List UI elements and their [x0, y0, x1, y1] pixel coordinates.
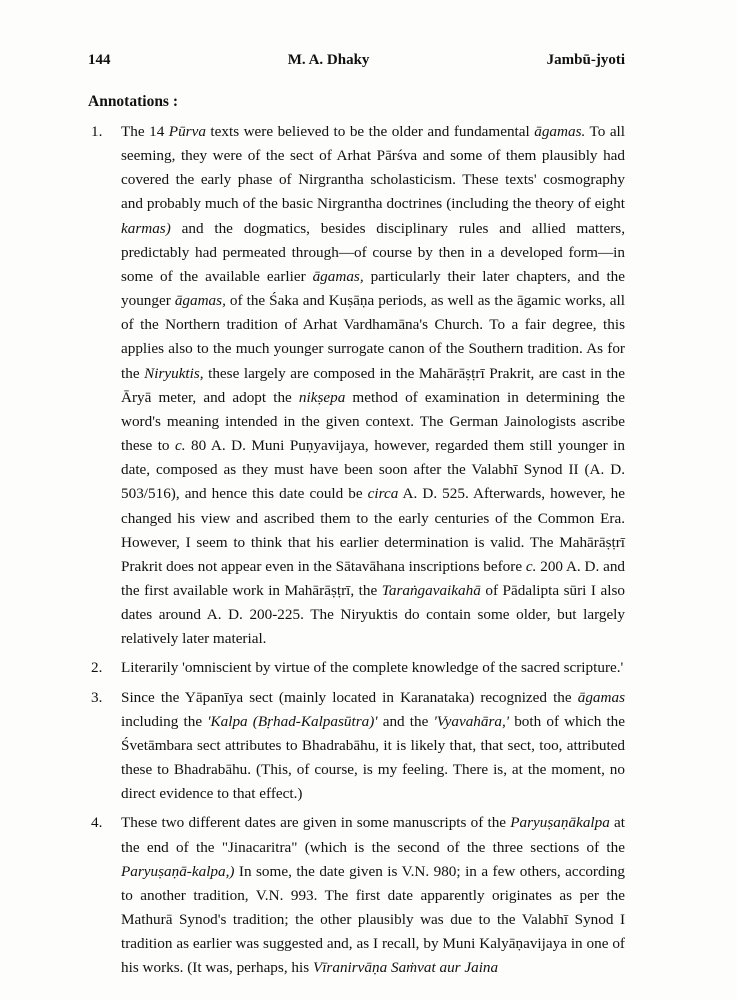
annotation-number: 4.	[91, 814, 103, 832]
text-run: and the dogmatics, besides disciplinary rules and allied matters, predictably had permeated through—of course by then in a developed form—in some of the available earlier	[121, 219, 625, 285]
italic-term: Paryuṣaṇākalpa	[510, 814, 610, 832]
text-run: particularly their later chapters, and the younger	[121, 267, 625, 310]
text-run: 200 A. D. and the first available work in Mahārāṣṭrī, the	[121, 557, 626, 599]
italic-term: 'Vyavahāra,'	[433, 712, 510, 730]
annotation-item	[88, 811, 625, 980]
annotation-number: 2.	[91, 659, 103, 677]
text-run: these largely are composed in the Mahārāṣṭrī Prakrit, are cast in the Āryā meter, and adopt the	[121, 364, 625, 406]
annotation-number: 1.	[91, 123, 103, 140]
italic-term: Taraṅgavaikahā	[381, 581, 481, 599]
italic-term: nikṣepa	[298, 388, 346, 406]
section-title: Annotations :	[88, 93, 179, 110]
text-run: including the	[121, 712, 208, 730]
text-run: Literarily 'omniscient by virtue of the complete knowledge of the sacred scripture.'	[121, 659, 624, 677]
text-run: of Pādalipta sūri I also dates around A. D. 200-225. The Niryuktis do contain some older, but largely relatively later material.	[121, 581, 625, 648]
italic-term: āgamas	[577, 688, 625, 706]
text-run: 80 A. D. Muni Puṇyavijaya, however, regarded them still younger in date, composed as they must have been soon after the Valabhī Synod II (A. D. 503/516), and hence this date could be	[121, 437, 625, 503]
italic-term: 'Kalpa (Bṛhad-Kalpasūtra)'	[207, 712, 378, 730]
running-title: Jambū-jyoti	[546, 52, 625, 68]
italic-term: āgamas.	[534, 123, 586, 140]
italic-term: Paryuṣaṇā-kalpa,)	[121, 862, 235, 880]
italic-term: Niryuktis,	[144, 364, 204, 382]
italic-term: circa	[367, 485, 399, 503]
annotation-number: 3.	[91, 688, 103, 706]
italic-term: Pūrva	[168, 123, 206, 140]
italic-term: c.	[525, 557, 537, 575]
text-run: To all seeming, they were of the sect of Arhat Pārśva and some of them plausibly had covered the early phase of Nirgrantha scholasticism. These texts' cosmography and probably much of the basic Nirgrantha doctrines (including the theory of eight	[121, 123, 625, 213]
text-run: A. D. 525. Afterwards, however, he changed his view and ascribed them to the early centuries of the Common Era. However, I seem to think that his earlier determination is valid. The Mahārāṣṭrī Prakrit does not appear even in the Sātavāhana inscriptions before	[121, 485, 625, 575]
text-run: and the	[377, 712, 434, 730]
text-run: Since the Yāpanīya sect (mainly located in Karanataka) recognized the	[121, 688, 578, 706]
text-run: The 14	[121, 123, 169, 140]
annotation-text	[121, 811, 625, 980]
running-header	[88, 52, 625, 69]
italic-term: Vīranirvāṇa Saṁvat aur Jaina	[312, 959, 499, 977]
annotation-text	[121, 656, 625, 680]
italic-term: āgamas,	[312, 267, 364, 285]
page-number: 144	[88, 52, 111, 68]
annotation-text	[121, 686, 625, 807]
italic-term: āgamas,	[174, 292, 226, 310]
italic-term: karmas)	[121, 219, 171, 237]
text-run: of the Śaka and Kuṣāṇa periods, as well as the āgamic works, all of the Northern tradition of Arhat Vardhamāna's Church. To a fair degree, this applies also to the much younger surrogate canon of the Southern tradition. As for the	[121, 292, 625, 382]
text-run: texts were believed to be the older and fundamental	[205, 123, 535, 140]
annotation-list	[88, 120, 625, 985]
text-run: at the end of the "Jinacaritra" (which is the second of the three sections of the	[121, 814, 625, 856]
annotation-item	[88, 120, 625, 651]
annotation-item	[88, 686, 625, 807]
author-name: M. A. Dhaky	[287, 52, 370, 68]
italic-term: c.	[175, 437, 186, 455]
text-run: method of examination in determining the word's meaning intended in the given context. The German Jainologists ascribe these to	[121, 388, 625, 455]
text-run: In some, the date given is V.N. 980; in a few others, according to another tradition, V.N. 993. The first date apparently originates as per the Mathurā Synod's tradition; the other plausibly was due to the Valabhī Synod I tradition as earlier was suggested and, as I recall, by Muni Kalyāṇavijaya in one of his works. (It was, perhaps, his	[121, 862, 625, 977]
text-run: These two different dates are given in some manuscripts of the	[121, 814, 511, 832]
text-run: both of which the Śvetāmbara sect attributes to Bhadrabāhu, it is likely that, that sect, too, attributed these to Bhadrabāhu. (This, of course, is my feeling. There is, at the moment, no direct evidence to that effect.)	[121, 712, 625, 803]
annotation-item	[88, 656, 625, 680]
annotation-text	[121, 120, 625, 651]
